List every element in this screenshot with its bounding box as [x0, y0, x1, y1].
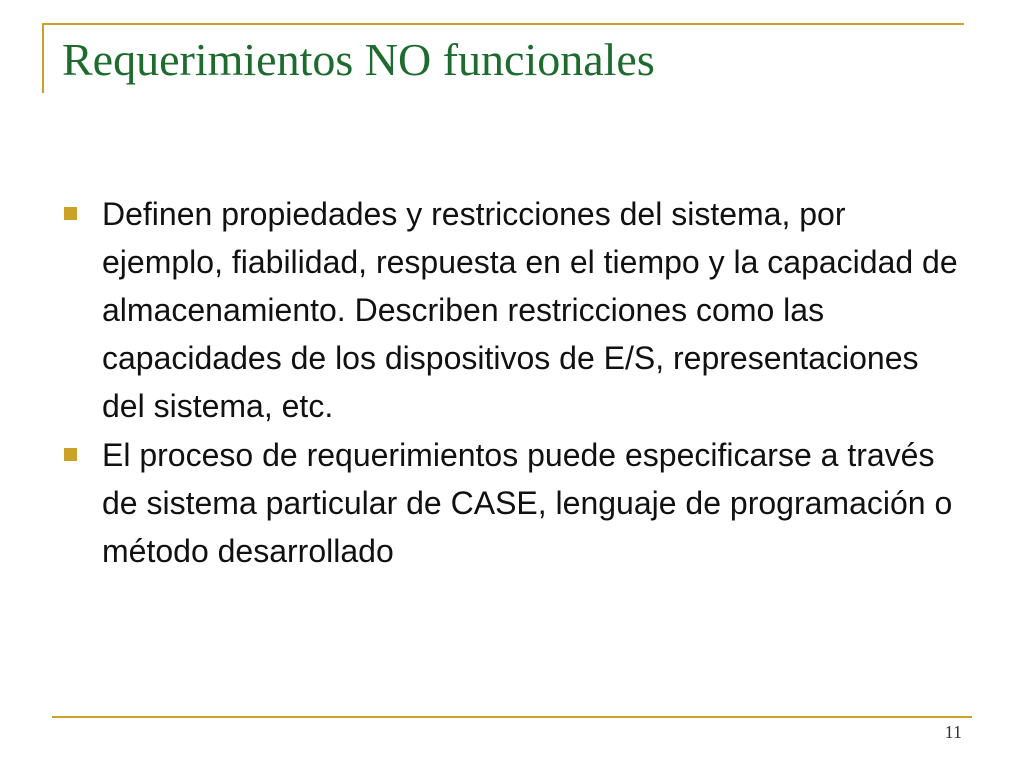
page-number: 11: [944, 722, 962, 742]
slide-title: Requerimientos NO funcionales: [62, 34, 655, 85]
square-bullet-icon: [64, 448, 77, 461]
bullet-list: [62, 190, 962, 576]
title-left-rule: [42, 23, 44, 93]
bullet-text: Definen propiedades y restricciones del sistema, por ejemplo, fiabilidad, respuesta en el tiempo y la capacidad de almacenamiento. Describen restricciones como las capacidades de los dispositivos de E/S, representaciones del sistema, etc.: [102, 196, 958, 424]
square-bullet-icon: [64, 207, 77, 220]
title-top-rule: [42, 23, 964, 25]
bullet-item: [62, 190, 962, 430]
bullet-text: El proceso de requerimientos puede especificarse a través de sistema particular de CASE, lenguaje de programación o método desarrollado: [102, 437, 953, 569]
bullet-item: [62, 431, 962, 575]
footer-rule: [52, 716, 972, 718]
